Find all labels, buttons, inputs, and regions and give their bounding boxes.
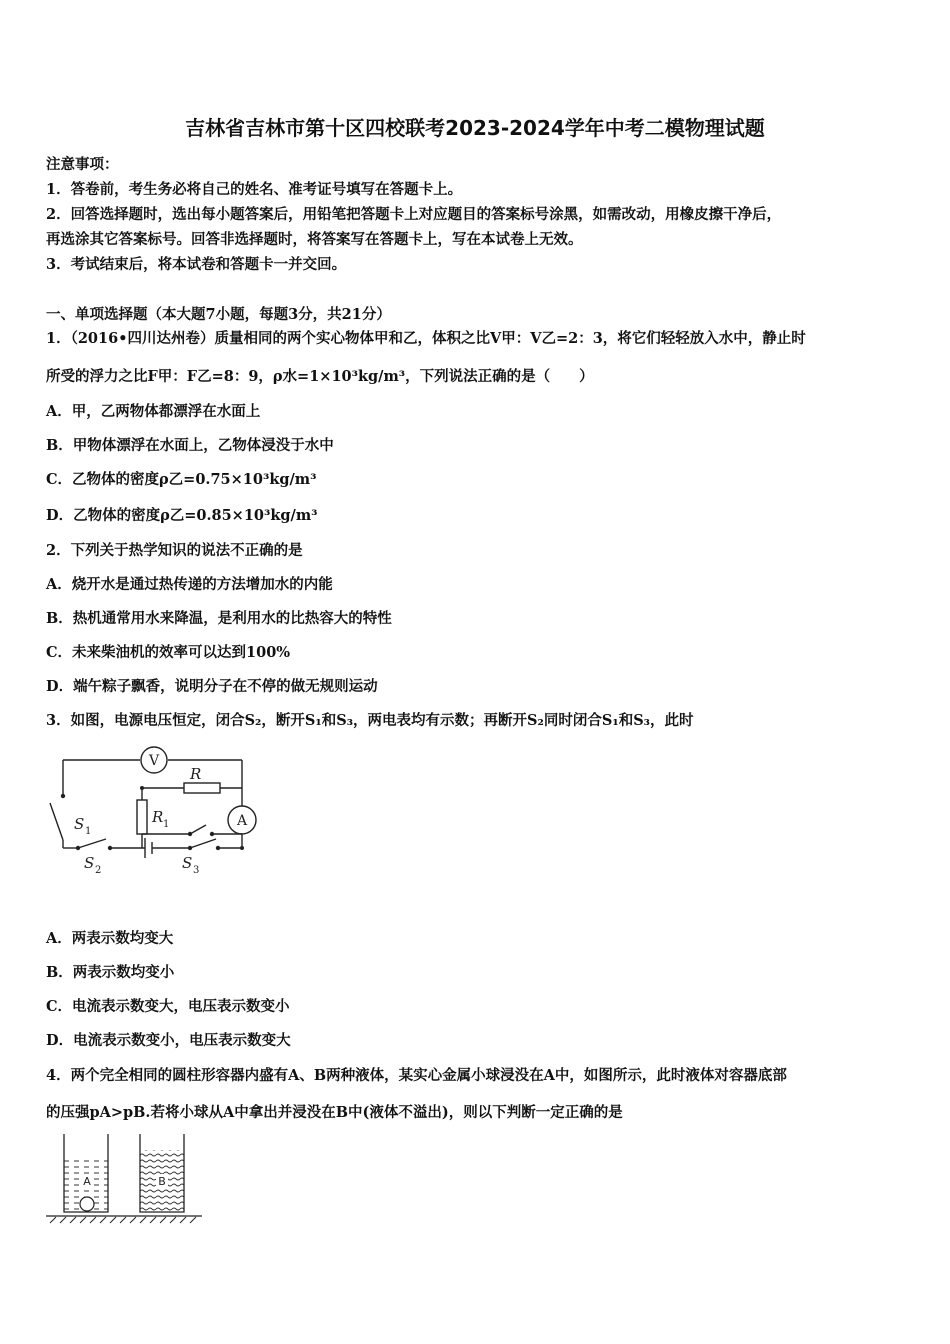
q2-option-b: B．热机通常用水来降温，是利用水的比热容大的特性 <box>46 610 392 627</box>
metal-ball <box>80 1197 94 1211</box>
switch-s3-sub: 3 <box>193 865 200 876</box>
notice-item: 再选涂其它答案标号。回答非选择题时，将答案写在答题卡上，写在本试卷上无效。 <box>46 231 583 248</box>
section-heading: 一、单项选择题（本大题7小题，每题3分，共21分） <box>46 306 391 323</box>
q3-option-c: C．电流表示数变大，电压表示数变小 <box>46 998 290 1015</box>
resistor-r1-label: R <box>152 808 164 826</box>
switch-s2-sub: 2 <box>95 865 102 876</box>
q3-option-b: B．两表示数均变小 <box>46 964 175 981</box>
container-b-label: B <box>158 1175 166 1188</box>
voltmeter-label: V <box>148 753 160 769</box>
q1-option-a: A．甲，乙两物体都漂浮在水面上 <box>46 403 261 420</box>
containers-diagram <box>44 1128 204 1224</box>
notice-item: 2．回答选择题时，选出每小题答案后，用铅笔把答题卡上对应题目的答案标号涂黑，如需改动，用橡皮擦干净后， <box>46 206 782 223</box>
q2-option-d: D．端午粽子飘香，说明分子在不停的做无规则运动 <box>46 678 378 695</box>
resistor-r-label: R <box>190 765 202 783</box>
q4-stem-line2: 的压强pA>pB.若将小球从A中拿出并浸没在B中(液体不溢出)，则以下判断一定正确的是 <box>46 1104 623 1121</box>
switch-s3-label: S <box>182 854 193 872</box>
circuit-diagram <box>40 740 270 890</box>
q2-stem: 2．下列关于热学知识的说法不正确的是 <box>46 542 303 559</box>
ammeter-label: A <box>236 813 248 829</box>
switch-s1-sub: 1 <box>85 826 92 837</box>
q3-stem: 3．如图，电源电压恒定，闭合S₂，断开S₁和S₃，两电表均有示数；再断开S₂同时闭合S₁和S₃，此时 <box>46 712 694 729</box>
notice-heading: 注意事项： <box>46 156 119 173</box>
switch-s1-label: S <box>74 815 85 833</box>
q1-option-d: D．乙物体的密度ρ乙=0.85×10³kg/m³ <box>46 507 318 524</box>
q1-stem-line1: 1．（2016•四川达州卷）质量相同的两个实心物体甲和乙，体积之比V甲：V乙=2：3，将它们轻轻放入水中，静止时 <box>46 330 806 347</box>
resistor-r1-sub: 1 <box>163 819 170 830</box>
container-a-label: A <box>83 1175 91 1188</box>
q1-option-c: C．乙物体的密度ρ乙=0.75×10³kg/m³ <box>46 471 317 488</box>
q1-option-b: B．甲物体漂浮在水面上，乙物体浸没于水中 <box>46 437 334 454</box>
q2-option-c: C．未来柴油机的效率可以达到100% <box>46 644 291 661</box>
switch-s2-label: S <box>84 854 95 872</box>
notice-item: 3．考试结束后，将本试卷和答题卡一并交回。 <box>46 256 347 273</box>
q1-stem-line2: 所受的浮力之比F甲：F乙=8：9，ρ水=1×10³kg/m³，下列说法正确的是（ ） <box>46 368 594 385</box>
q3-option-a: A．两表示数均变大 <box>46 930 174 947</box>
q2-option-a: A．烧开水是通过热传递的方法增加水的内能 <box>46 576 333 593</box>
q4-stem-line1: 4．两个完全相同的圆柱形容器内盛有A、B两种液体，某实心金属小球浸没在A中，如图所示，此时液体对容器底部 <box>46 1067 787 1084</box>
page-title: 吉林省吉林市第十区四校联考2023-2024学年中考二模物理试题 <box>185 116 765 140</box>
q3-option-d: D．电流表示数变小，电压表示数变大 <box>46 1032 291 1049</box>
notice-item: 1．答卷前，考生务必将自己的姓名、准考证号填写在答题卡上。 <box>46 181 463 198</box>
